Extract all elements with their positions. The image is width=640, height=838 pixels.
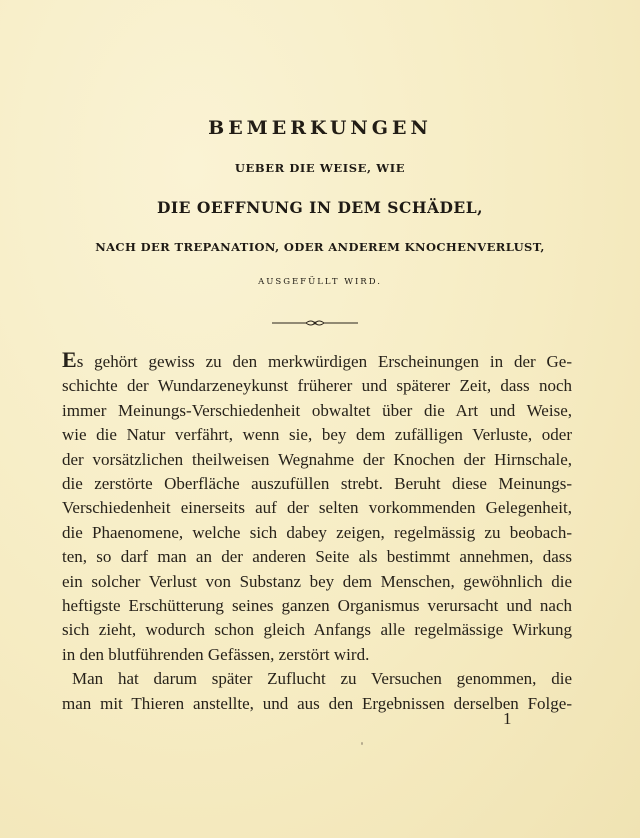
- text-line: Es gehört gewiss zu den merkwürdigen Erscheinungen in der Ge-: [62, 347, 572, 372]
- text-line: Man hat darum später Zuflucht zu Versuchen genommen, die: [72, 669, 572, 689]
- subtitle-line-1: UEBER DIE WEISE, WIE: [234, 161, 406, 175]
- text-line: immer Meinungs-Verschiedenheit obwaltet über die Art und Weise,: [62, 400, 572, 420]
- text-line: die zerstörte Oberfläche auszufüllen strebt. Beruht diese Meinungs-: [62, 474, 572, 494]
- paper-speck: [361, 742, 363, 745]
- text-line: man mit Thieren anstellte, und aus den Ergebnissen derselben Folge-: [62, 693, 572, 713]
- text-line: heftigste Erschütterung seines ganzen Organismus verursacht und nach: [62, 596, 572, 616]
- text-line: die Phaenomene, welche sich dabey zeigen, regelmässig zu beobach-: [62, 522, 572, 542]
- subtitle-line-3: NACH DER TREPANATION, ODER ANDEREM KNOCHENVERLUST,: [95, 240, 545, 254]
- text-line: sich zieht, wodurch schon gleich Anfangs alle regelmässige Wirkung: [62, 620, 572, 640]
- page-number: 1: [503, 709, 512, 728]
- text-line: ten, so darf man an der anderen Seite als bestimmt annehmen, dass: [62, 547, 572, 567]
- subtitle-line-4: AUSGEFÜLLT WIRD.: [258, 277, 382, 287]
- page-title: BEMERKUNGEN: [208, 117, 432, 139]
- text-line: Verschiedenheit einerseits auf der selten vorkommenden Gelegenheit,: [62, 498, 572, 518]
- text-line: schichte der Wundarzeneykunst früherer und späterer Zeit, dass noch: [62, 376, 572, 396]
- text-line: der vorsätzlichen theilweisen Wegnahme der Knochen der Hirnschale,: [62, 449, 572, 469]
- ornament-divider: [270, 318, 360, 328]
- text-line: in den blutführenden Gefässen, zerstört wird.: [62, 644, 370, 664]
- text-line: wie die Natur verfährt, wenn sie, bey dem zufälligen Verluste, oder: [62, 425, 572, 445]
- body-text: [62, 348, 572, 716]
- drop-initial: E: [62, 347, 77, 372]
- text-line: ein solcher Verlust von Substanz bey dem Menschen, gewöhnlich die: [62, 571, 572, 591]
- subtitle-line-2: DIE OEFFNUNG IN DEM SCHÄDEL,: [156, 198, 484, 217]
